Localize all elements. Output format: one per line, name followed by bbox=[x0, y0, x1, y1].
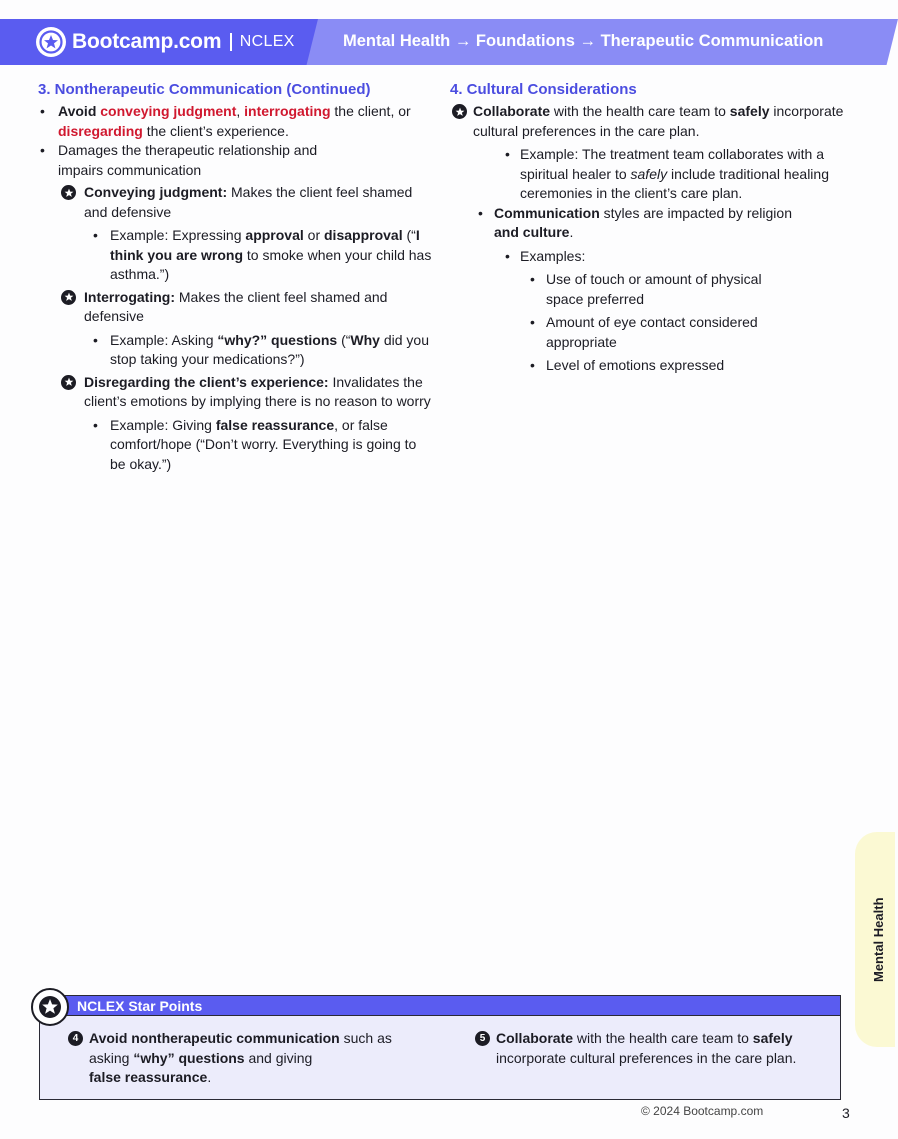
list-item: • Damages the therapeutic relationship and impairs communication bbox=[38, 141, 438, 180]
number-4-icon: 4 bbox=[68, 1031, 83, 1046]
star-icon bbox=[61, 375, 76, 390]
section-cultural bbox=[450, 80, 850, 376]
example-item: • Example: The treatment team collaborates with a spiritual healer to safely include traditional healing ceremonies in the client’s care plan. bbox=[450, 145, 850, 204]
section-nontherapeutic bbox=[38, 80, 438, 474]
list-item: • Amount of eye contact considered appropriate bbox=[450, 313, 780, 352]
star-icon bbox=[452, 104, 467, 119]
section-title: 4. Cultural Considerations bbox=[450, 81, 637, 98]
logo-subtitle: NCLEX bbox=[239, 33, 295, 51]
star-item: Interrogating: Makes the client feel shamed and defensive bbox=[38, 288, 438, 327]
star-points-header bbox=[40, 996, 840, 1016]
example-item: • Example: Giving false reassurance, or false comfort/hope (“Don’t worry. Everything is going to be okay.”) bbox=[38, 416, 418, 475]
logo-text: Bootcamp.com bbox=[72, 30, 222, 54]
star-circle-icon bbox=[31, 988, 69, 1026]
side-tab-label: Mental Health bbox=[871, 897, 886, 982]
star-item: Collaborate with the health care team to safely incorporate cultural preferences in the care plan. bbox=[429, 102, 850, 141]
section-title: 3. Nontherapeutic Communication (Continued) bbox=[38, 81, 371, 98]
star-badge-icon bbox=[36, 27, 66, 57]
page-number: 3 bbox=[842, 1105, 850, 1121]
example-item: • Example: Asking “why?” questions (“Why did you stop taking your medications?”) bbox=[38, 331, 438, 370]
star-icon bbox=[61, 185, 76, 200]
page-header bbox=[0, 19, 880, 65]
side-tab-mental-health[interactable] bbox=[855, 832, 895, 1047]
list-item: • Use of touch or amount of physical space preferred bbox=[450, 270, 790, 309]
number-5-icon: 5 bbox=[475, 1031, 490, 1046]
star-point-5: 5 Collaborate with the health care team to safely incorporate cultural preferences in the care plan. bbox=[475, 1029, 835, 1068]
list-item: • Level of emotions expressed bbox=[450, 356, 850, 376]
star-points-title: NCLEX Star Points bbox=[77, 998, 203, 1014]
list-item: • Communication styles are impacted by religion and culture. bbox=[450, 204, 810, 243]
star-item: Disregarding the client’s experience: Invalidates the client’s emotions by implying there is no reason to worry bbox=[38, 373, 438, 412]
list-item: • Avoid conveying judgment, interrogating the client, or disregarding the client’s experience. bbox=[38, 102, 438, 141]
example-item: • Example: Expressing approval or disapproval (“I think you are wrong to smoke when your child has asthma.”) bbox=[38, 226, 438, 285]
star-item: Conveying judgment: Makes the client feel shamed and defensive bbox=[38, 183, 438, 222]
logo[interactable] bbox=[36, 27, 295, 57]
logo-divider bbox=[230, 33, 232, 51]
breadcrumb[interactable]: Mental Health → Foundations → Therapeutic Communication bbox=[343, 32, 824, 50]
star-icon bbox=[61, 290, 76, 305]
star-point-4: 4 Avoid nontherapeutic communication such as asking “why” questions and giving false reassurance. bbox=[68, 1029, 428, 1088]
copyright: © 2024 Bootcamp.com bbox=[641, 1104, 764, 1118]
examples-label: • Examples: bbox=[450, 247, 850, 267]
